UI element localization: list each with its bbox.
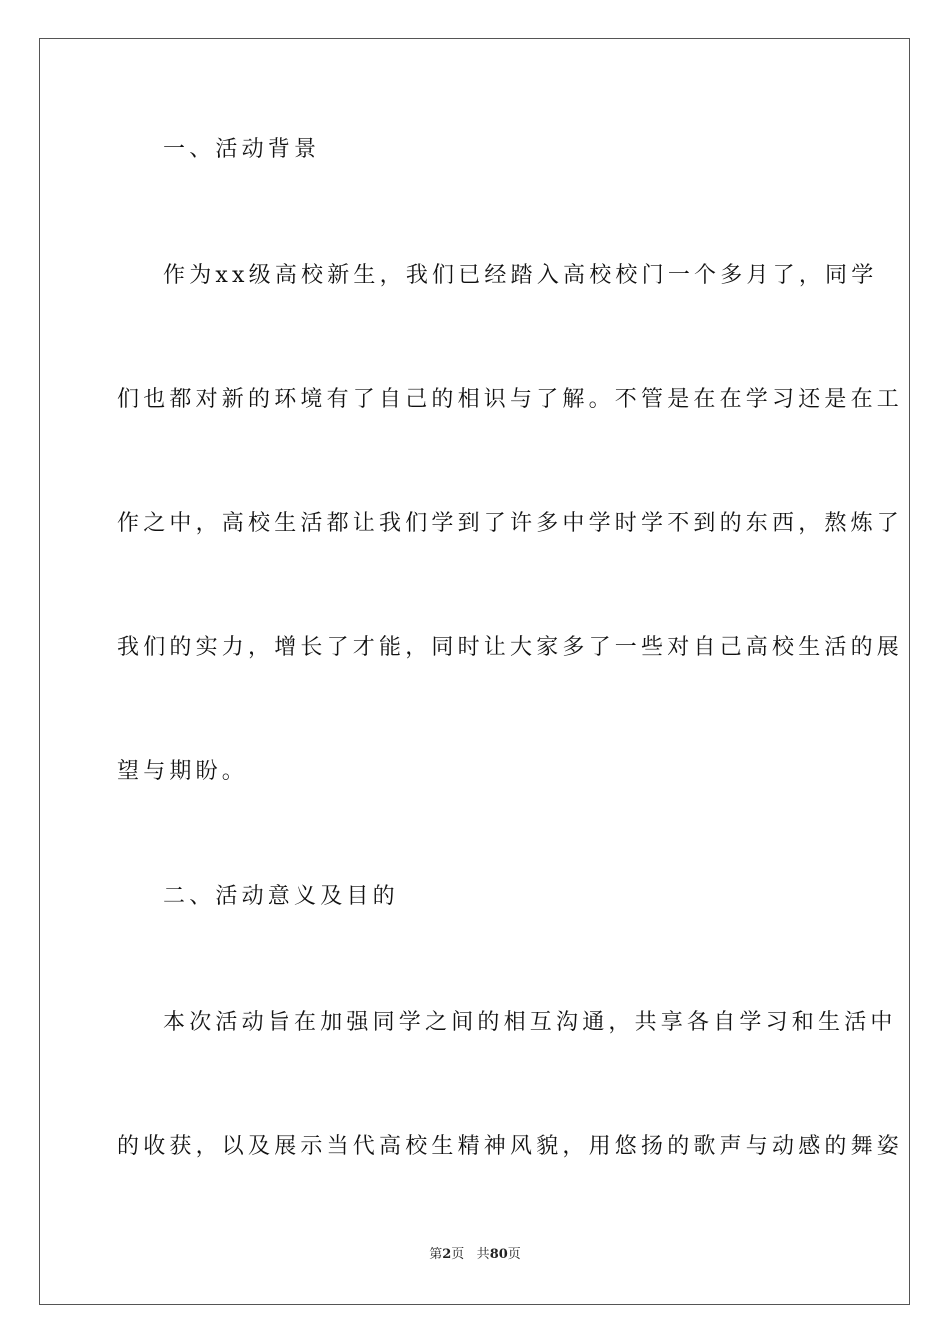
paragraph-line: 本次活动旨在加强同学之间的相互沟通，共享各自学习和生活中 bbox=[163, 1010, 897, 1035]
footer-page-suffix: 页 bbox=[451, 1247, 465, 1262]
footer-page-number: 2 bbox=[442, 1247, 452, 1262]
section-heading-background: 一、活动背景 bbox=[163, 137, 321, 162]
paragraph-line: 我们的实力，增长了才能，同时让大家多了一些对自己高校生活的展 bbox=[117, 635, 904, 660]
paragraph-line: 作之中，高校生活都让我们学到了许多中学时学不到的东西，熬炼了 bbox=[117, 511, 904, 536]
footer-total-prefix: 共 bbox=[476, 1247, 490, 1262]
page-footer bbox=[0, 1247, 950, 1263]
page-border bbox=[39, 38, 910, 1305]
paragraph-line: 作为xx级高校新生，我们已经踏入高校校门一个多月了，同学 bbox=[163, 263, 878, 288]
footer-total-suffix: 页 bbox=[507, 1247, 521, 1262]
footer-page-prefix: 第 bbox=[429, 1247, 443, 1262]
paragraph-line: 们也都对新的环境有了自己的相识与了解。不管是在在学习还是在工 bbox=[117, 387, 904, 412]
paragraph-line: 望与期盼。 bbox=[117, 759, 249, 784]
footer-total-pages: 80 bbox=[489, 1247, 508, 1262]
paragraph-line: 的收获，以及展示当代高校生精神风貌，用悠扬的歌声与动感的舞姿 bbox=[117, 1134, 904, 1159]
section-heading-purpose: 二、活动意义及目的 bbox=[163, 884, 399, 909]
